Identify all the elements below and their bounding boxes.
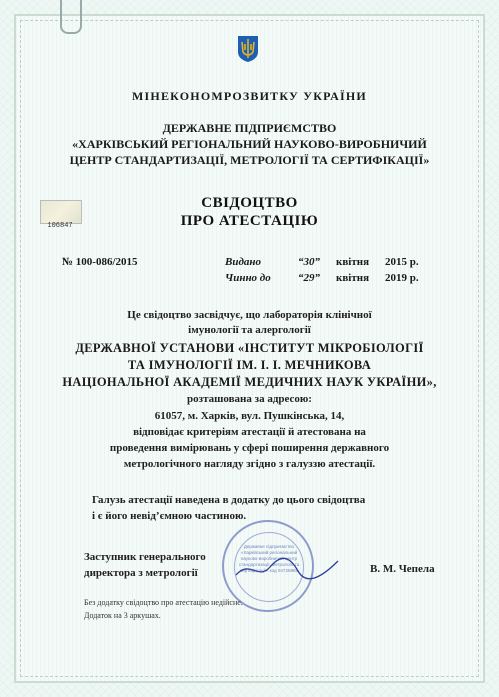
issued-label: Видано (225, 256, 262, 268)
body-line-7: 61057, м. Харків, вул. Пушкінська, 14, (154, 410, 345, 422)
issued-month: квітня (336, 256, 370, 268)
enterprise-line-2: «ХАРКІВСЬКИЙ РЕГІОНАЛЬНИЙ НАУКОВО-ВИРОБНИЧИЙ (72, 137, 427, 151)
note-line-2: Додаток на 3 аркушах. (84, 611, 161, 620)
valid-day: “29” (298, 272, 320, 284)
document-subtitle: ПРО АТЕСТАЦІЮ (180, 213, 319, 229)
document-title: СВІДОЦТВО (201, 195, 298, 211)
body-line-8: відповідає критеріям атестації й атестована на (133, 426, 366, 438)
body-line-1: Це свідоцтво засвідчує, що лабораторія клінічної (127, 309, 372, 321)
body-line-9: проведення вимірювань у сфері поширення державного (109, 442, 390, 454)
issued-year: 2015 р. (385, 256, 419, 268)
body-line-5: НАЦІОНАЛЬНОЇ АКАДЕМІЇ МЕДИЧНИХ НАУК УКРАЇНИ», (62, 375, 437, 389)
enterprise-line-1: ДЕРЖАВНЕ ПІДПРИЄМСТВО (162, 121, 337, 135)
hologram-serial: 106847 (47, 222, 73, 230)
note-line-1: Без додатку свідоцтво про атестацію недійсне. (84, 598, 243, 607)
signatory-name: В. М. Чепела (370, 563, 435, 575)
ukraine-coat-of-arms-icon (236, 35, 260, 63)
signature (232, 553, 342, 583)
scope-line-2: і є його невід’ємною частиною. (92, 510, 247, 522)
ministry-name: МІНЕКОНОМРОЗВИТКУ УКРАЇНИ (132, 89, 367, 103)
body-line-10: метрологічного нагляду згідно з галуззю атестації. (123, 458, 376, 470)
valid-month: квітня (336, 272, 370, 284)
certificate-number: № 100-086/2015 (62, 256, 138, 268)
signatory-title-line-2: директора з метрології (84, 567, 198, 579)
valid-label: Чинно до (225, 272, 271, 284)
body-line-3: ДЕРЖАВНОЇ УСТАНОВИ «ІНСТИТУТ МІКРОБІОЛОГІЇ (75, 341, 424, 355)
signatory-title-line-1: Заступник генерального (84, 551, 206, 563)
enterprise-line-3: ЦЕНТР СТАНДАРТИЗАЦІЇ, МЕТРОЛОГІЇ ТА СЕРТИФІКАЦІЇ» (69, 153, 430, 167)
scope-line-1: Галузь атестації наведена в додатку до цього свідоцтва (92, 494, 366, 506)
issued-day: “30” (298, 256, 320, 268)
valid-year: 2019 р. (385, 272, 419, 284)
stamp-text: Державне підприємство «Харківський регіональний науково-виробничий центр стандартизації, метрології та сертифікації» код 04725885 (238, 544, 300, 573)
paper-clip (60, 0, 82, 34)
body-line-2: імунології та алергології (188, 324, 311, 336)
body-line-6: розташована за адресою: (187, 393, 312, 405)
body-line-4: ТА ІМУНОЛОГІЇ ІМ. І. І. МЕЧНИКОВА (127, 358, 372, 372)
